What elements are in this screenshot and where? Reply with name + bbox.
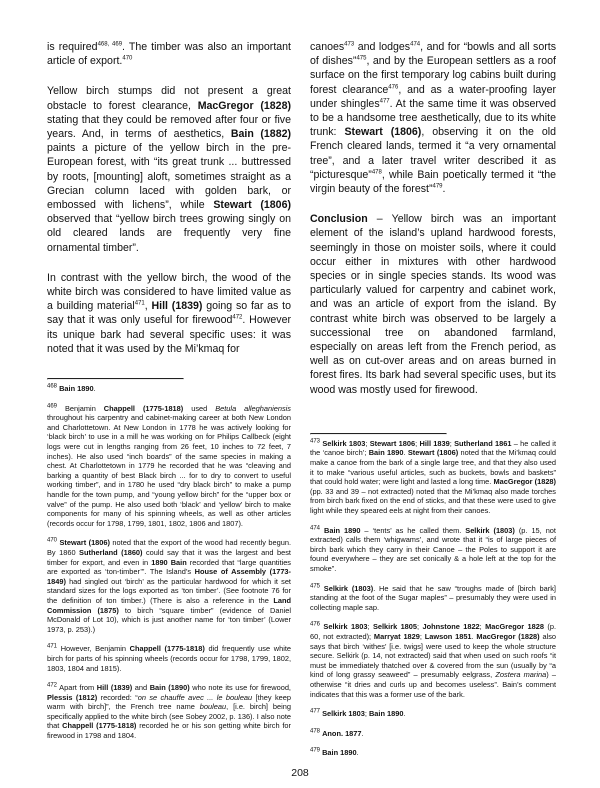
citation: Stewart (1806)	[59, 538, 110, 548]
body-paragraph	[47, 40, 291, 68]
footnote	[47, 644, 291, 673]
footnote-ref: 471	[47, 643, 58, 650]
left-column	[47, 40, 291, 741]
conclusion-paragraph	[310, 212, 556, 397]
text-run: ;	[365, 438, 370, 448]
text-run: observed that “yellow birch trees growing singly on old cleared lands are frequently very fine ornamental timber”.	[47, 213, 291, 254]
citation: Bain (1882)	[230, 128, 292, 141]
text-run: (p. 60, not extracted);	[310, 622, 556, 641]
text-run: .	[403, 709, 406, 719]
footnote	[310, 709, 556, 719]
right-footnotes	[310, 439, 556, 758]
footnote-ref: 477	[310, 708, 321, 715]
text-run: .	[93, 384, 96, 394]
text-run: ;	[417, 622, 423, 632]
text-run: going so far as to say that it was only useful for firewood	[47, 300, 292, 327]
text-run: . However its unique bark had several specific uses: it was noted that it was used by the Mi’kmaq for	[47, 314, 291, 355]
text-run: . He said that he saw “troughs made of [birch bark] standing at the foot of the Sugar maples” – presumably they were used in collecting maple sap.	[310, 583, 556, 612]
text-run: who note its use for firewood,	[189, 683, 291, 693]
citation: Bain (1890)	[149, 683, 190, 693]
citation: Chappell (1775-1818)	[103, 403, 184, 413]
footnote	[47, 538, 291, 634]
citation: Selkirk 1803	[323, 622, 368, 632]
citation: Selkirk 1805	[372, 622, 418, 632]
footnote-ref: 474	[310, 525, 321, 532]
text-run: , and for “bowls and all sorts of dishes”	[310, 41, 557, 68]
text-run: However, Benjamin	[57, 644, 130, 654]
citation: Chappell (1775-1818)	[62, 721, 137, 731]
text-run: .	[356, 748, 359, 758]
citation: Land Commission (1875)	[47, 595, 291, 615]
text-run: .	[403, 448, 408, 458]
citation: Johnstone 1822	[422, 622, 480, 632]
text-run: recorded he or his son getting white birch for firewood in 1798 and 1804.	[47, 721, 291, 741]
body-paragraph	[310, 40, 556, 196]
citation: Selkirk (1803)	[465, 525, 515, 535]
footnote-ref: 472	[47, 682, 58, 689]
text-run: is required	[47, 41, 98, 53]
citation: Stewart 1806	[369, 438, 416, 448]
citation: Sutherland 1861	[454, 438, 512, 448]
text-run: could say that it was the largest and best timber for export, and even in	[47, 547, 291, 567]
footnote-ref: 474	[410, 41, 421, 48]
text-run: , [i.e. birch] being specifically applied to the white birch (see Sobey 2002, p. 136). I also note that	[47, 702, 291, 731]
footnote-ref: 479	[432, 183, 443, 190]
text-run: (pp. 33 and 39 – not extracted) noted that the Mi’kmaq also made torches from birch bark fixed on the end of sticks, and that these were used to give light while they speared eels at night from their canoes.	[310, 486, 556, 516]
text-run: – ‘tents’ as he called them.	[360, 525, 466, 535]
body-paragraph	[47, 271, 291, 356]
citation: Chappell (1775-1818)	[129, 644, 205, 654]
citation: Selkirk (1803)	[323, 583, 374, 593]
footnote-ref: 470	[47, 537, 58, 544]
text-run: ;	[415, 438, 420, 448]
body-paragraph	[47, 84, 291, 254]
text-run: , while Bain poetically termed it “the virgin beauty of the forest”	[310, 168, 556, 196]
text-run: ;	[367, 622, 373, 632]
text-run: , observing it on the old French cleared lands, termed it “a very ornamental tree”, and a later travel writer described it as “picturesque”	[310, 126, 556, 181]
text-run: . At the same time it was observed to be a handsome tree aesthetically, due to its white trunk:	[310, 97, 556, 139]
citation: Sutherland (1860)	[79, 547, 143, 557]
text-run: ;	[364, 709, 369, 719]
text-run: Yellow birch stumps did not present a great obstacle to forest clearance,	[47, 85, 291, 112]
citation: Anon. 1877	[322, 728, 362, 738]
citation: Stewart (1806)	[213, 199, 291, 212]
citation: 1890 Bain	[151, 557, 187, 567]
footnote-ref: 478	[371, 169, 382, 176]
footnote-rule	[47, 378, 184, 380]
citation: Selkirk 1803	[322, 438, 366, 448]
text-run: (p. 15, not extracted) calls them ‘whigwams’, and wrote that it “is of large pieces of birch bark which they carry in their Canoe – the Poles to support it are found everywhere – they are set conically & a hole left at the top for the smoke”.	[310, 525, 556, 573]
text-run: to birch “square timber” (evidence of Daniel McDonald of Lot 10), which is just another name for ‘ton timber’ (Lower 1973, p. 253).)	[47, 605, 291, 634]
footnote-ref: 472	[232, 314, 243, 321]
page-number: 208	[291, 767, 309, 779]
left-footnotes	[47, 384, 291, 741]
text-run: used	[183, 403, 216, 413]
footnote-ref: 468	[47, 383, 58, 390]
footnote	[310, 622, 556, 699]
footnote-ref: 478	[310, 728, 321, 735]
text-run: ;	[479, 622, 486, 632]
footnote-ref: 476	[388, 84, 399, 91]
left-body	[47, 40, 291, 356]
text-run: Benjamin	[57, 403, 104, 413]
text-run: noted that the export of the wood had recently begun. By 1860	[47, 538, 291, 557]
text-run: on se chauffe avec ... le bouleau	[137, 692, 253, 702]
text-run: Betula alleghaniensis	[215, 403, 291, 413]
footnote-ref: 473	[310, 438, 321, 445]
footnote	[310, 526, 556, 574]
citation: MacGregor (1828)	[493, 477, 556, 487]
text-run: Apart from	[57, 683, 97, 693]
citation: MacGregor (1828)	[197, 99, 291, 112]
text-run: throughout his carpentry and cabinet-making career at both New London and Charlottetown. At New London in 1778 he was actively looking for ‘black birch’ to use in a mill he was working on for Philips Callbeck (eight logs were cut in lengths ranging from 26 feet, 10 inches to 72 feet, 7 inches). He also used “inch boards” of the same species in making a chest. At Charlottetown in 1779 he recorded that he was “cleaving and barking a quantity of best Black birch ... for to dry to convert to useful working timber”, and in 1780 he used “dry black birch” to make a pump handle for the town pump, and “young yellow birch” for the “upper box or valve” of the pump. He also used both ‘black’ and ‘yellow’ birch to make components for many of his spinning wheels, as well as other articles (records occur for 1798, 1799, 1801, 1802, 1806 and 1807).	[47, 413, 291, 528]
footnote-ref: 477	[379, 98, 390, 105]
text-run: had singled out ‘birch’ as the particular hardwood for which it set standard sizes for the logs exported as ‘ton timber’. (See footnote 76 for the definition of ton timber.) (There is also a reference in the	[47, 576, 291, 605]
text-run: and lodges	[354, 41, 411, 53]
footnote	[310, 748, 556, 758]
right-body	[310, 40, 556, 397]
citation: Hill (1839)	[96, 683, 133, 693]
citation: Hill (1839)	[151, 300, 203, 313]
right-column	[310, 40, 556, 758]
text-run: and	[132, 683, 150, 693]
text-run: paints a picture of the yellow birch in the pre-European forest, with “its great trunk ... buttressed by roots, [mounting] aloft, sometimes straight as a Grecian column laced with golden bark, or embossed with lichens”, while	[47, 142, 291, 212]
footnote-ref: 468, 469	[97, 41, 123, 48]
text-run: stating that they could be removed after four or five years. And, in terms of aesthetics,	[47, 113, 291, 141]
footnote-ref: 476	[310, 621, 321, 628]
text-run: [they keep warm with birch]”, the French tree name	[47, 692, 291, 712]
footnote	[310, 439, 556, 516]
footnote	[310, 584, 556, 613]
citation: Lawson 1851	[424, 631, 472, 641]
text-run: . The timber was also an important article of export.	[47, 41, 291, 68]
citation: MacGregor (1828)	[476, 631, 540, 641]
citation: Bain 1890	[368, 448, 404, 458]
citation: Stewart (1806)	[407, 448, 459, 458]
citation: Marryat 1829	[373, 631, 420, 641]
citation: Bain 1890	[324, 525, 361, 535]
footnote-ref: 479	[310, 747, 321, 754]
text-run: ,	[144, 300, 152, 313]
text-run: bouleau	[199, 702, 227, 712]
citation: Hill 1839	[419, 438, 450, 448]
text-run: canoes	[310, 41, 345, 53]
footnote-rule	[310, 433, 447, 435]
citation: House of Assembly (1773-1849)	[47, 567, 291, 586]
footnote-ref: 471	[134, 300, 145, 307]
citation: Bain 1890	[368, 709, 404, 719]
text-run: .	[361, 728, 364, 738]
citation: Plessis (1812)	[47, 692, 98, 702]
citation: Stewart (1806)	[344, 126, 422, 139]
text-run: , and by the European settlers as a roof surface on the first temporary log cabins built during forest clearance	[310, 55, 556, 96]
citation: Conclusion	[310, 213, 368, 226]
text-run: also says that birch ‘withes’ [i.e. twigs] were used to keep the whole structure secure. Selkirk (p. 14, not extracted) said that when used on such roofs “it must be immediately thatched over & covered from the sun (usually by “a kind of long grassy seaweed” – presumably eelgrass,	[310, 631, 557, 680]
text-run: recorded that “large quantities are exported as ‘ton-timber’”. The Island’s	[47, 557, 291, 577]
text-run: did frequently use white birch for parts of his spinning wheels (records occur for 1798, 1799, 1802, 1803, 1804 and 1815).	[47, 644, 292, 673]
footnote-ref: 469	[47, 403, 58, 410]
text-run: ;	[419, 631, 425, 641]
text-run: ;	[449, 438, 455, 448]
citation: Selkirk 1803	[322, 709, 365, 719]
footnote-ref: 475	[356, 55, 367, 62]
text-run: – Yellow birch was an important element of the island’s upland hardwood forests, seemingly in those on moister soils, where it could occur either in mixtures with other hardwood species or in single species stands. Its wood was particularly valued for carpentry and cabinet work, and was an article of export from the island. By contrast white birch was observed to be largely a successional tree on abandoned farmland, especially on areas left from the French period, as well as on cut-over areas and on areas burned in forest fires. Its bark had several specific uses, but its wood was mostly used for firewood.	[310, 213, 556, 396]
text-run: , and as a water-proofing layer under shingles	[310, 83, 557, 110]
text-run: Zostera marina	[495, 670, 547, 680]
footnote-ref: 473	[344, 41, 355, 48]
footnote	[47, 404, 291, 529]
text-run: noted that the Mi’kmaq could make a canoe from the bark of a single large tree, and that they also used it to make “various useful articles, such as buckets, bowls and baskets” that could hold water; were light and lasted a long time.	[310, 448, 556, 487]
footnote-ref: 470	[122, 55, 133, 62]
citation: Bain 1890	[59, 384, 94, 394]
footnote	[47, 683, 291, 741]
text-run: recorded: “	[97, 692, 138, 702]
text-run: ) – otherwise “it dries and curls up and becomes useless”. Bain’s comment indicates that this was a former use of the bark.	[310, 670, 556, 699]
footnote	[47, 384, 291, 394]
footnote	[310, 729, 556, 739]
text-run: .	[442, 183, 446, 196]
text-run: .	[471, 631, 477, 641]
citation: MacGregor 1828	[485, 622, 544, 632]
text-run: – he called it the ‘canoe birch’;	[310, 438, 556, 458]
text-run: In contrast with the yellow birch, the wood of the white birch was considered to have limited value as a building material	[47, 271, 291, 313]
footnote-ref: 475	[310, 583, 321, 590]
citation: Bain 1890	[322, 748, 357, 758]
